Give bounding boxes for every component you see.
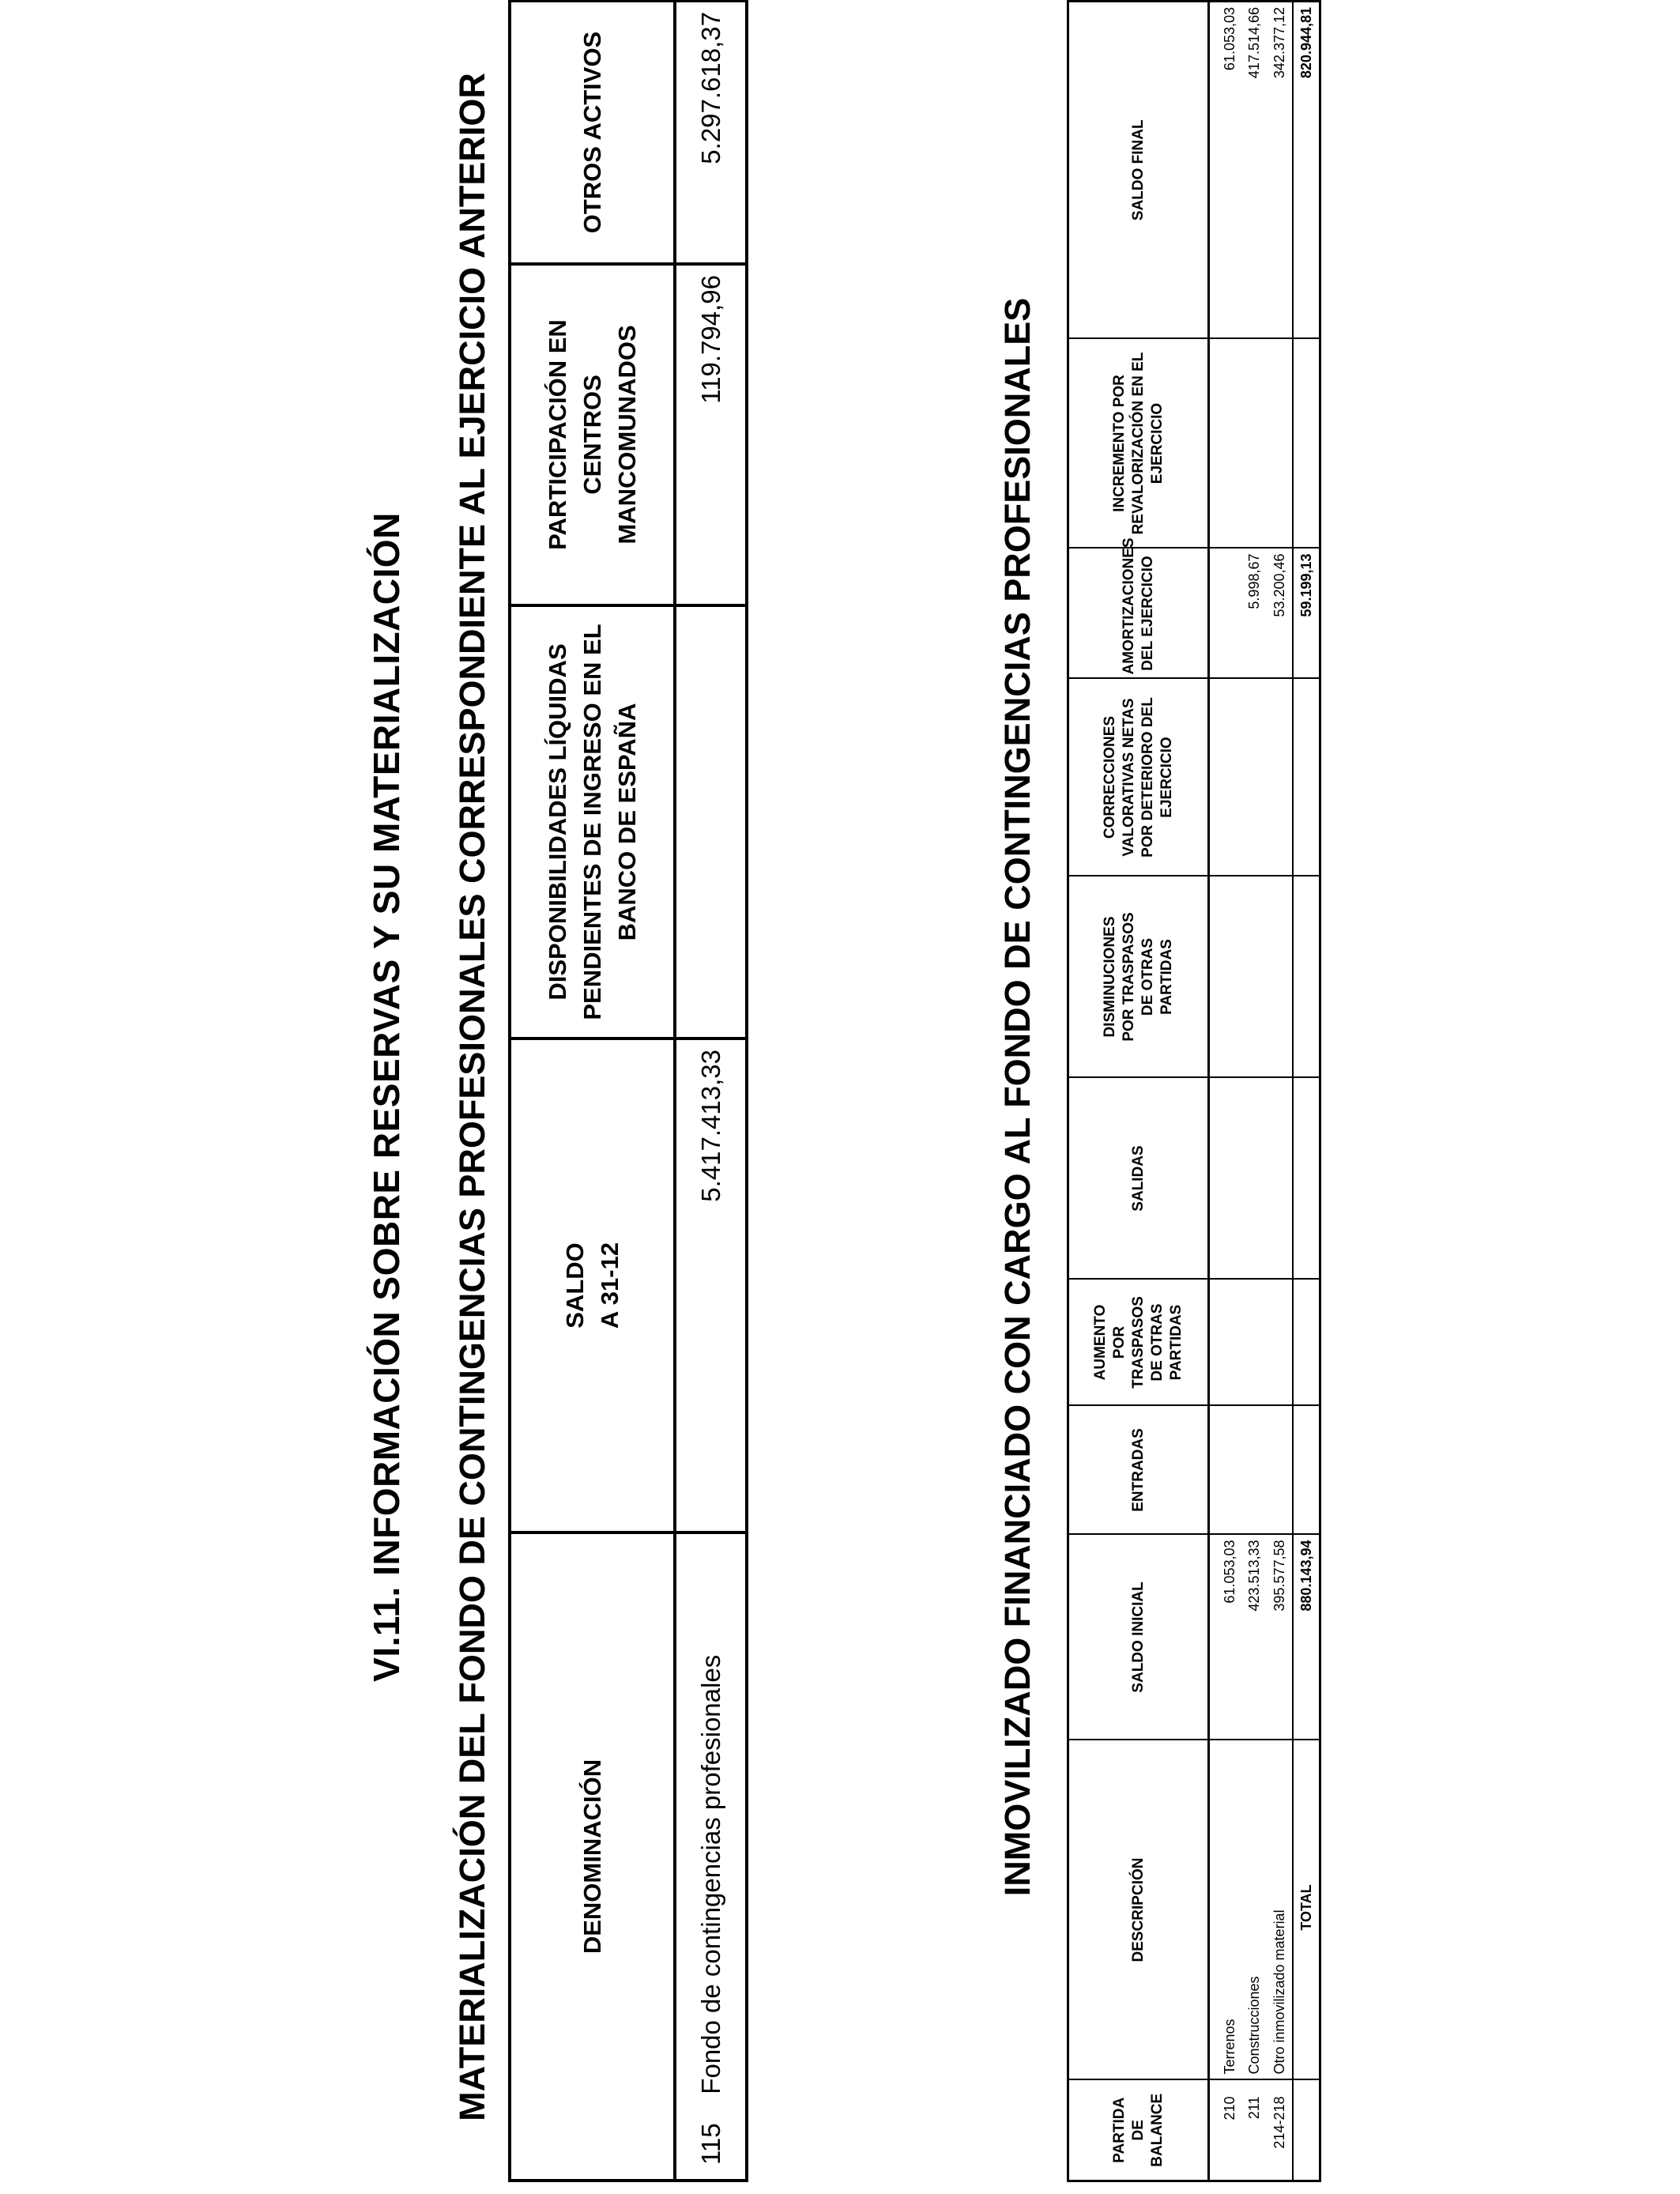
aumento-cell [1218,1280,1242,1406]
col-partida: PARTIDA DE BALANCE [1068,2080,1209,2181]
materializacion-table [508,0,748,2182]
section-title: VI.11. INFORMACIÓN SOBRE RESERVAS Y SU MATERIALIZACIÓN [366,512,407,1682]
spacer-row [1209,2,1218,2181]
inmovilizado-table [1067,0,1321,2182]
incremento-cell [1268,339,1294,548]
entradas-cell [1268,1406,1294,1535]
total-partida-cell [1293,2080,1320,2181]
correcciones-cell [1218,679,1242,876]
total-aumento [1293,1280,1320,1406]
table-row [1242,2,1267,2181]
col-incremento: INCREMENTO POR REVALORIZACIÓN EN EL EJERCICIO [1068,339,1209,548]
table-row [1218,2,1242,2181]
saldo-inicial-cell: 61.053,03 [1218,1535,1242,1740]
saldo-inicial-cell: 423.513,33 [1242,1535,1267,1740]
col-saldo: SALDO A 31-12 [510,1039,675,1532]
table-row [675,1,747,2181]
descripcion-cell: Construcciones [1242,1740,1267,2080]
saldo-final-cell: 342.377,12 [1268,2,1294,339]
salidas-cell [1268,1078,1294,1280]
total-salidas [1293,1078,1320,1280]
code: 115 [695,2123,725,2165]
salidas-cell [1242,1078,1267,1280]
partida-cell: 214-218 [1271,2096,1287,2149]
salidas-cell [1218,1078,1242,1280]
saldo-final-cell: 61.053,03 [1218,2,1242,339]
col-participacion: PARTICIPACIÓN EN CENTROS MANCOMUNADOS [510,264,675,605]
col-disponibilidades: DISPONIBILIDADES LÍQUIDAS PENDIENTES DE INGRESO EN EL BANCO DE ESPAÑA [510,605,675,1039]
col-amortizaciones: AMORTIZACIONES DEL EJERCICIO [1068,548,1209,679]
descripcion-cell: Otro inmovilizado material [1268,1740,1294,2080]
denominacion-cell [675,1532,747,2181]
correcciones-cell [1268,679,1294,876]
aumento-cell [1242,1280,1267,1406]
total-entradas [1293,1406,1320,1535]
saldo-inicial-cell: 395.577,58 [1268,1535,1294,1740]
col-saldo-inicial: SALDO INICIAL [1068,1535,1209,1740]
subtitle: MATERIALIZACIÓN DEL FONDO DE CONTINGENCIAS PROFESIONALES CORRESPONDIENTE AL EJERCICIO ANTERIOR [452,73,492,2121]
saldo-value: 5.417.413,33 [675,1039,747,1532]
descripcion-cell: Terrenos [1218,1740,1242,2080]
col-disminuciones: DISMINUCIONES POR TRASPASOS DE OTRAS PARTIDAS [1068,876,1209,1078]
correcciones-cell [1242,679,1267,876]
otros-activos-value: 5.297.618,37 [675,1,747,264]
partida-cell: 211 [1246,2096,1263,2120]
amortizaciones-cell: 53.200,46 [1268,548,1294,679]
incremento-cell [1218,339,1242,548]
total-disminuciones [1293,876,1320,1078]
col-saldo-final: SALDO FINAL [1068,2,1209,339]
disminuciones-cell [1268,876,1294,1078]
col-entradas: ENTRADAS [1068,1406,1209,1535]
total-saldo-final: 820.944,81 [1293,2,1320,339]
table-header-row [1068,2,1209,2181]
inmovilizado-title: INMOVILIZADO FINANCIADO CON CARGO AL FONDO DE CONTINGENCIAS PROFESIONALES [997,297,1038,1897]
total-correcciones [1293,679,1320,876]
total-row [1293,2,1320,2181]
participacion-value: 119.794,96 [675,264,747,605]
disponibilidades-value [675,605,747,1039]
disminuciones-cell [1242,876,1267,1078]
denominacion: Fondo de contingencias profesionales [695,1654,725,2094]
total-label: TOTAL [1293,1740,1320,2080]
col-otros-activos: OTROS ACTIVOS [510,1,675,264]
entradas-cell [1242,1406,1267,1535]
col-correcciones: CORRECCIONES VALORATIVAS NETAS POR DETERIORO DEL EJERCICIO [1068,679,1209,876]
incremento-cell [1242,339,1267,548]
disminuciones-cell [1218,876,1242,1078]
col-salidas: SALIDAS [1068,1078,1209,1280]
amortizaciones-cell: 5.998,67 [1242,548,1267,679]
total-saldo-inicial: 880.143,94 [1293,1535,1320,1740]
saldo-final-cell: 417.514,66 [1242,2,1267,339]
total-amortizaciones: 59.199,13 [1293,548,1320,679]
partida-cell: 210 [1221,2096,1237,2120]
entradas-cell [1218,1406,1242,1535]
table-row [1268,2,1294,2181]
col-aumento: AUMENTO POR TRASPASOS DE OTRAS PARTIDAS [1068,1280,1209,1406]
amortizaciones-cell [1218,548,1242,679]
aumento-cell [1268,1280,1294,1406]
total-incremento [1293,339,1320,548]
table-header-row [510,1,675,2181]
col-descripcion: DESCRIPCIÓN [1068,1740,1209,2080]
col-denominacion: DENOMINACIÓN [510,1532,675,2181]
